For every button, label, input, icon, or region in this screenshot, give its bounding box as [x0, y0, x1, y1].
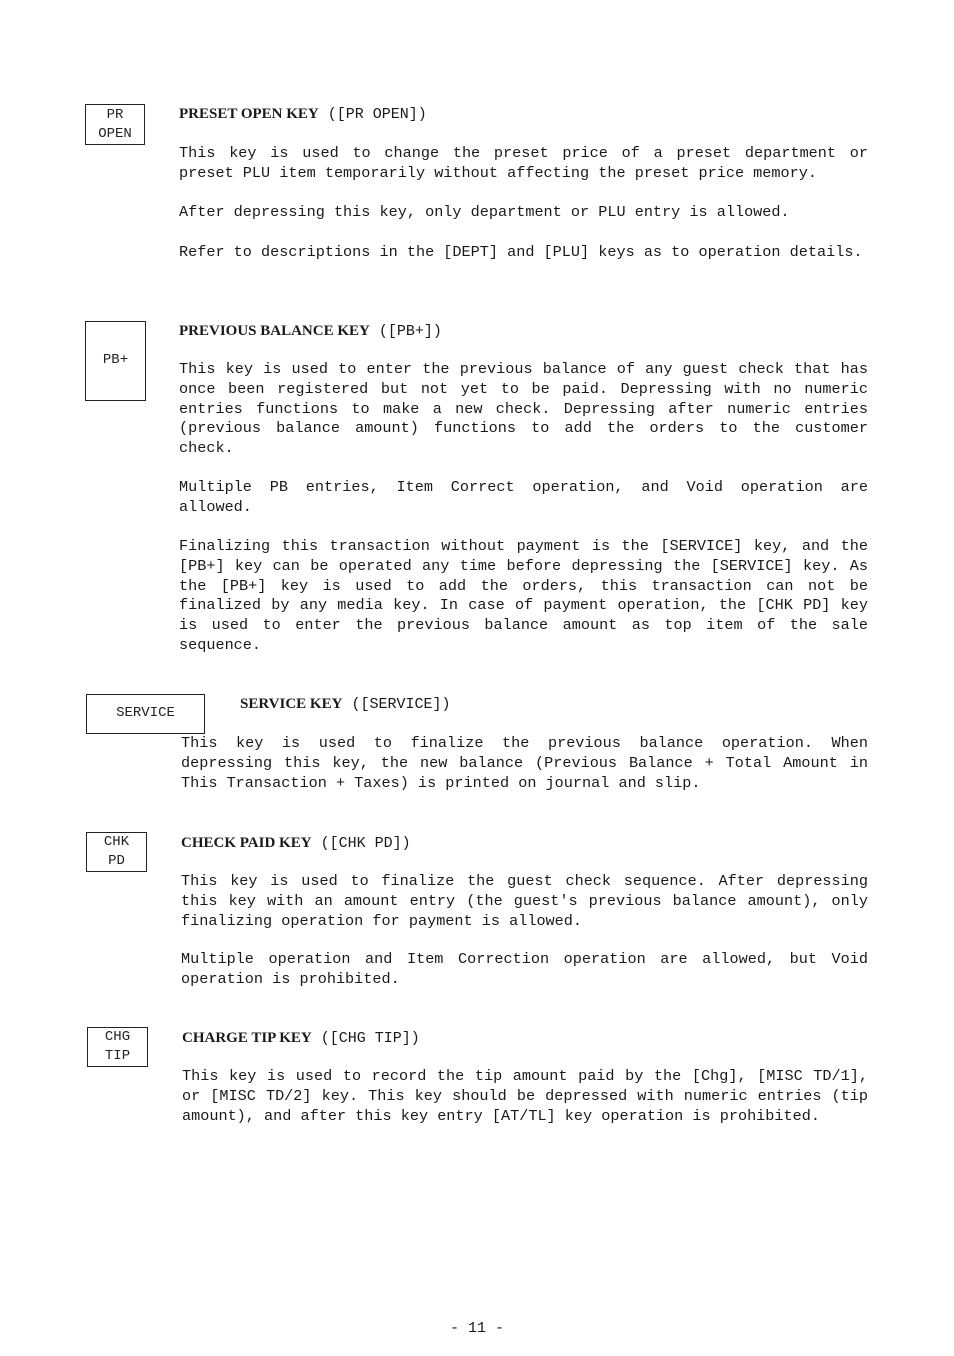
section-heading-service [240, 694, 450, 715]
key-label-line: OPEN [98, 126, 132, 142]
paragraph: Multiple operation and Item Correction operation are allowed, but Void operation is prohibited. [181, 950, 868, 988]
key-label-line: CHG [104, 1029, 131, 1045]
paragraph: This key is used to finalize the previous balance operation. When depressing this key, the new balance (Previous Balance + Total Amount in This Transaction + Taxes) is printed on journal and slip. [181, 734, 868, 792]
paragraph: This key is used to record the tip amount paid by the [Chg], [MISC TD/1], or [MISC TD/2] key. This key should be depressed with numeric entries (tip amount), and after this key entry [AT/TL] key operation is prohibited. [182, 1067, 868, 1125]
key-label-pr-open [85, 104, 145, 145]
section-title: SERVICE KEY [240, 696, 343, 712]
key-label-line: CHK [103, 834, 130, 850]
section-key-code: ([PB+]) [378, 323, 442, 340]
key-label-chk-pd [86, 832, 147, 872]
section-key-code: ([SERVICE]) [351, 696, 451, 713]
paragraph: This key is used to finalize the guest check sequence. After depressing this key with an amount entry (the guest's previous balance amount), only finalizing operation for payment is allowed. [181, 872, 868, 930]
paragraph: Finalizing this transaction without payment is the [SERVICE] key, and the [PB+] key can be operated any time before depressing the [SERVICE] key. As the [PB+] key is used to add the orders, this transaction can not be finalized by any media key. In case of payment operation, the [CHK PD] key is used to enter the previous balance amount as top item of the sale sequence. [179, 537, 868, 654]
key-label-line: TIP [104, 1048, 131, 1064]
section-heading-pr-open [179, 104, 427, 125]
page-number: - 11 - [449, 1320, 504, 1337]
paragraph: This key is used to change the preset price of a preset department or preset PLU item temporarily without affecting the preset price memory. [179, 144, 868, 182]
section-title: CHECK PAID KEY [181, 835, 312, 851]
key-label-line: SERVICE [116, 705, 175, 721]
key-label-line: PD [108, 853, 125, 869]
key-label-line: PB+ [102, 352, 129, 368]
paragraph: After depressing this key, only department or PLU entry is allowed. [179, 203, 790, 221]
section-heading-pb-plus [179, 321, 442, 342]
section-key-code: ([CHG TIP]) [320, 1030, 420, 1047]
section-heading-chk-pd [181, 833, 411, 854]
paragraph: Multiple PB entries, Item Correct operation, and Void operation are allowed. [179, 478, 868, 516]
paragraph: Refer to descriptions in the [DEPT] and [PLU] keys as to operation details. [179, 243, 863, 261]
key-label-pb-plus [85, 321, 146, 401]
section-key-code: ([CHK PD]) [320, 835, 411, 852]
section-heading-chg-tip [182, 1028, 420, 1049]
section-title: PRESET OPEN KEY [179, 106, 319, 122]
section-title: PREVIOUS BALANCE KEY [179, 323, 370, 339]
key-label-chg-tip [87, 1027, 148, 1067]
key-label-service [86, 694, 205, 734]
section-title: CHARGE TIP KEY [182, 1030, 312, 1046]
paragraph: This key is used to enter the previous balance of any guest check that has once been registered but not yet to be paid. Depressing with no numeric entries functions to make a new check. Depressing after numeric entries (previous balance amount) functions to add the orders to the customer check. [179, 360, 868, 458]
key-label-line: PR [106, 107, 124, 123]
section-key-code: ([PR OPEN]) [327, 106, 427, 123]
